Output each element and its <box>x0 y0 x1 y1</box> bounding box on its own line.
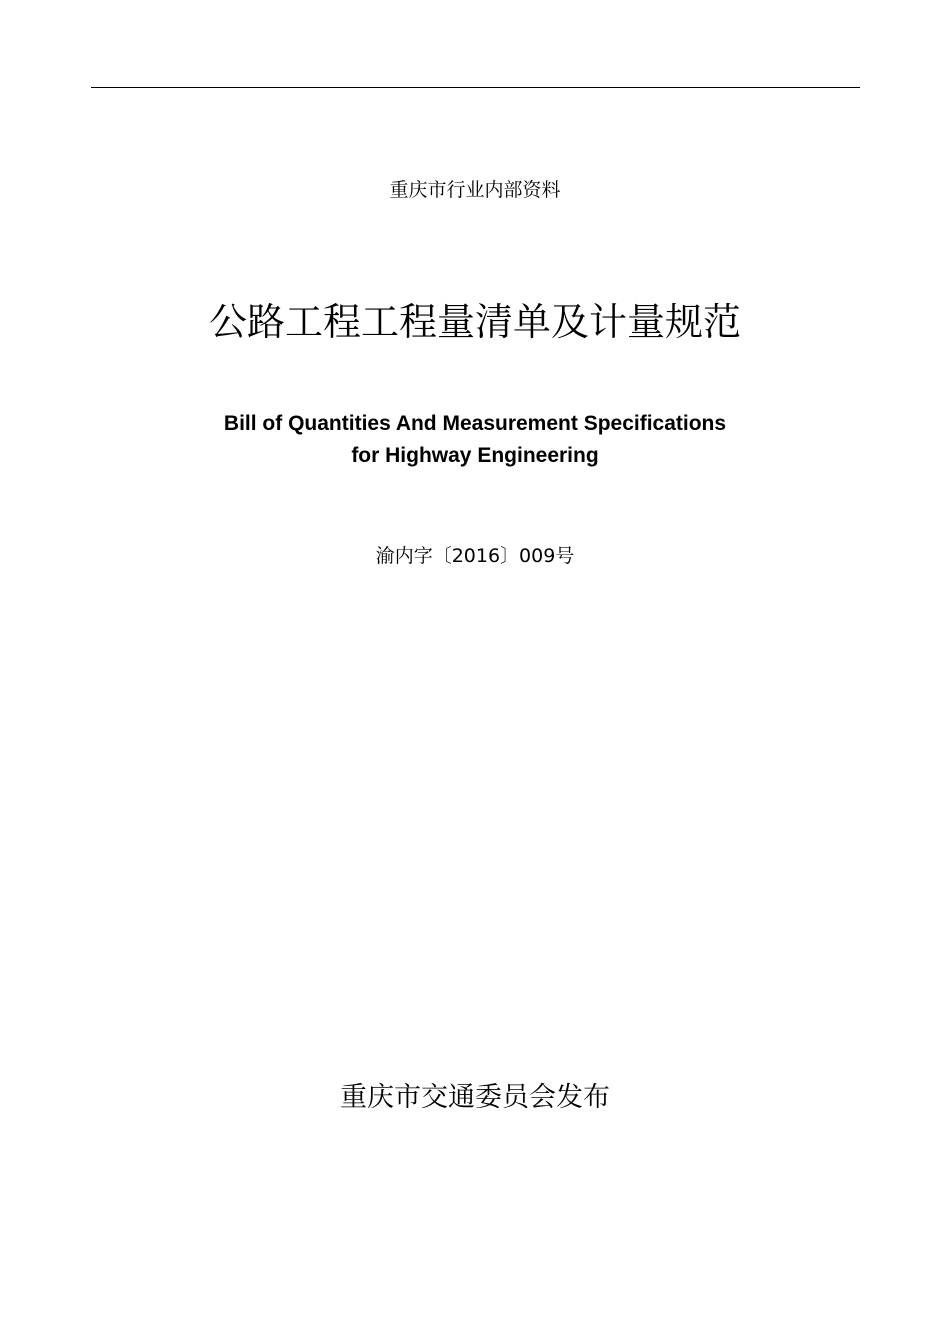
document-title-chinese: 公路工程工程量清单及计量规范 <box>208 300 741 344</box>
document-number: 渝内字〔2016〕009号 <box>375 545 575 567</box>
classification-label: 重庆市行业内部资料 <box>389 179 561 201</box>
document-title-english-line-1: Bill of Quantities And Measurement Specifications <box>223 412 727 435</box>
publisher-line: 重庆市交通委员会发布 <box>340 1082 610 1113</box>
document-title-english-line-2: for Highway Engineering <box>351 444 599 467</box>
header-rule <box>91 87 860 88</box>
